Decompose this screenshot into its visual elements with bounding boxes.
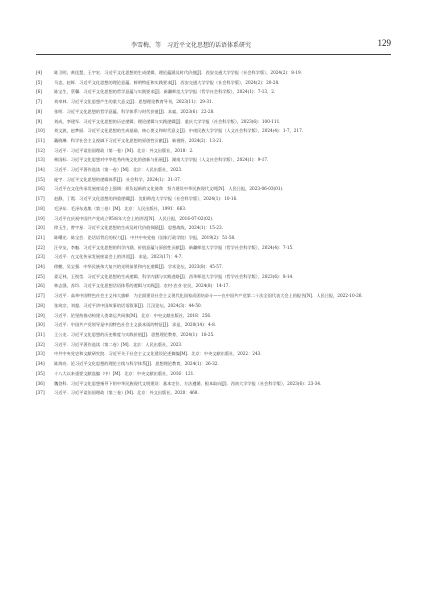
reference-number: [23]: [36, 254, 45, 260]
reference-number: [13]: [36, 157, 45, 163]
reference-number: [35]: [36, 370, 45, 376]
reference-text: 习近平．习近平谈治国理政（第三卷）[M]．北京：外文出版社，2020：468．: [54, 390, 202, 396]
page-number: 129: [377, 38, 391, 48]
reference-item: [36, 320, 387, 330]
reference-number: [10]: [36, 128, 45, 134]
reference-text: 习近平．习近平谈治国理政（第一卷）[M]．北京：外文出版社，2018：2．: [54, 147, 197, 153]
reference-text: 陈卫明，黄佳慧，王宇宏．习近平文化思想的生成逻辑、理论蕴涵及时代价值[J]．西安交通大学学报（社会科学版），2024(2)：8-19．: [54, 70, 305, 75]
reference-number: [15]: [36, 176, 45, 182]
reference-number: [9]: [36, 118, 42, 124]
reference-text: 赵静，丁霞．习近平文化思想的四重逻辑[J]．沈阳师范大学学报（社会科学版），2024(1)：10-16．: [54, 196, 241, 202]
reference-list: [36, 68, 387, 398]
reference-item: [36, 146, 387, 156]
reference-number: [5]: [36, 79, 42, 85]
reference-text: 汪亭友，李魁．习近平文化思想的科学内涵、价值意蕴与原创性贡献[J]．新疆师范大学学报（哲学社会科学版），2024(4)：7-15．: [54, 244, 297, 250]
reference-number: [4]: [36, 70, 42, 75]
reference-number: [18]: [36, 205, 45, 211]
reference-text: 刘文波，赵梦丽．习近平文化思想的生成基础、核心要义和时代意义[J]．中南民族大学学报（人文社会科学版），2024(4)：1-7，217．: [54, 128, 306, 134]
reference-number: [32]: [36, 341, 45, 347]
reference-text: 习近平在庆祝中国共产党成立95周年大会上的讲话[N]．人民日报，2016-07-02(02)．: [54, 215, 217, 221]
reference-number: [16]: [36, 186, 45, 192]
running-header: [36, 38, 391, 55]
reference-item: [36, 204, 387, 214]
reference-text: 刘奉林．习近平文化思想产生的重大意义[J]．思想理论教育导刊，2023(11)：29-31．: [54, 99, 216, 105]
reference-item: [36, 175, 387, 185]
reference-text: 马忠，赵辉．习近平文化思想的理论意蕴、鲜明特征和实践要求[J]．西安交通大学学报（社会科学版），2024(2)：20-28．: [54, 79, 283, 85]
reference-text: 习近平．习近平著作选读（第二卷）[M]．北京：人民出版社，2023．: [54, 341, 186, 347]
reference-text: 习近平．习近平著作选读（第一卷）[M]．北京：人民出版社，2023．: [54, 167, 186, 173]
reference-number: [17]: [36, 196, 45, 202]
reference-text: 习近平．在文化传承发展座谈会上的讲话[J]．求是，2023(17)：4-7．: [54, 254, 186, 260]
reference-item: [36, 117, 387, 127]
reference-number: [20]: [36, 225, 45, 231]
reference-item: [36, 68, 387, 78]
running-header-title: 李雪梅，等 习近平文化思想的话语体系研究: [131, 42, 252, 49]
reference-number: [11]: [36, 137, 45, 143]
reference-number: [25]: [36, 273, 45, 279]
reference-item: [36, 311, 387, 321]
reference-item: [36, 281, 387, 291]
reference-number: [37]: [36, 390, 45, 396]
reference-text: 王公龙．习近平文化思想的历史维度与实践价值[J]．思想理论教育，2024(1)：18-25．: [54, 331, 218, 337]
reference-item: [36, 214, 387, 224]
reference-number: [36]: [36, 380, 45, 386]
reference-number: [31]: [36, 331, 45, 337]
reference-number: [6]: [36, 89, 42, 95]
reference-item: [36, 359, 387, 369]
reference-item: [36, 194, 387, 204]
reference-text: 习近平．高举中国特色社会主义伟大旗帜 为全面建设社会主义现代化国家而团结奋斗——在中国共产党第二十次全国代表大会上的报告[N]．人民日报，2022-10-26．: [54, 293, 366, 299]
reference-number: [24]: [36, 264, 45, 270]
reference-text: 魏登科．习近平文化思想指导下的中华民族现代文明建设：基本定位、方法遵循、根本取向[J]．西南大学学报（社会科学版），2023(6)：23-34．: [54, 380, 325, 386]
reference-item: [36, 252, 387, 262]
reference-item: [36, 126, 387, 136]
reference-item: [36, 349, 387, 359]
reference-text: 刘成，李建军．习近平文化思想的历史逻辑、理论逻辑与实践逻辑[J]．重庆大学学报（社会科学版），2023(6)：100-111．: [54, 118, 284, 124]
reference-text: 十八大以来重要文献选编（中）[M]．北京：中央文献出版社，2016：121．: [54, 370, 198, 376]
reference-item: [36, 223, 387, 233]
reference-item: [36, 291, 387, 301]
reference-item: [36, 107, 387, 117]
reference-number: [29]: [36, 312, 45, 318]
reference-item: [36, 155, 387, 165]
reference-text: 陈曙光．陈宝会．论话语背后的权力[J]．中共中央党校（国家行政学院）学报，2019(2)：51-58．: [54, 234, 239, 240]
reference-item: [36, 369, 387, 379]
reference-text: 习近平．论坚持推动构建人类命运共同体[M]．北京：中央文献出版社，2018：256．: [54, 312, 215, 318]
reference-text: 陈海亮．论习近平文化思想的理论主线与科学体系[J]．思想理论教育，2024(1)：26-32．: [54, 361, 222, 367]
reference-item: [36, 78, 387, 88]
reference-number: [34]: [36, 361, 45, 367]
reference-item: [36, 301, 387, 311]
reference-text: 中共中央党史和文献研究院．习近平关于社会主义文化建设论述摘编[M]．北京：中央文献出版社，2022：243．: [54, 351, 265, 357]
reference-text: 徐鹏，吴宝强．中华民族伟大复兴的光明前景和内在逻辑[J]．学术论坛，2023(8)：45-57．: [54, 264, 226, 270]
reference-text: 习近平．中国共产党领导是中国特色社会主义最本质的特征[J]．求是，2020(14)：4-8．: [54, 322, 219, 328]
reference-item: [36, 136, 387, 146]
reference-text: 习近平在文化传承发展座谈会上强调：担负起新的文化使命 努力建设中华民族现代文明[N]．人民日报，2023-06-03(01)．: [54, 186, 287, 192]
reference-text: 姜辽林，王悦莹．习近平文化思想的生成逻辑、科学内涵与实践进路[J]．西华师范大学学报（哲学社会科学版），2023(6)：8-14．: [54, 273, 297, 279]
reference-text: 庞宇．习近平文化思想的逻辑体系[J]．社会科学，2024(1)：31-37．: [54, 176, 184, 182]
reference-item: [36, 379, 387, 389]
reference-text: 戴晓琳．科学社会主义视域下习近平文化思想的原创性贡献[J]．新视野，2024(2)：13-21．: [54, 137, 226, 143]
reference-item: [36, 87, 387, 97]
reference-number: [8]: [36, 108, 42, 114]
reference-number: [14]: [36, 167, 45, 173]
reference-item: [36, 330, 387, 340]
reference-text: 林国标．习近平文化思想对中华优秀传统文化的创新与拓展[J]．湖南大学学报（人文社会科学版），2024(1)：9-17．: [54, 157, 272, 163]
reference-number: [7]: [36, 99, 42, 105]
reference-number: [27]: [36, 293, 45, 299]
reference-number: [22]: [36, 244, 45, 250]
reference-item: [36, 388, 387, 398]
reference-text: 林志强，苏均．习近平文化思想话语体系的逻辑与实践[J]．农村·农业·农民，2024(8)：14-17．: [54, 283, 233, 289]
reference-item: [36, 272, 387, 282]
reference-number: [28]: [36, 302, 45, 308]
reference-text: 毛泽东．毛泽东选集（第三卷）[M]．北京：人民出版社，1991：663．: [54, 205, 190, 211]
reference-item: [36, 340, 387, 350]
reference-number: [12]: [36, 147, 45, 153]
reference-item: [36, 262, 387, 272]
reference-item: [36, 165, 387, 175]
reference-text: 张明．习近平文化思想的哲学意蕴、科学体系与时代价值[J]．求索，2023(6)：22-28．: [54, 108, 218, 114]
reference-item: [36, 184, 387, 194]
reference-item: [36, 233, 387, 243]
reference-number: [19]: [36, 215, 45, 221]
reference-text: 陈宝生，蔡馨．习近平文化思想的哲学意蕴与实践要求[J]．新疆师范大学学报（哲学社会科学版），2024(1)：7-13，2．: [54, 89, 279, 95]
reference-item: [36, 97, 387, 107]
reference-text: 张筑宗，刘超．习近平讲中国故事的话语叙事[J]．江汉论坛，2024(3)：44-50．: [54, 302, 205, 308]
reference-text: 徐玉生，曾宇星．习近平文化思想的生成及时代价值探赜[J]．思想战线，2024(1)：15-23．: [54, 225, 226, 231]
reference-number: [33]: [36, 351, 45, 357]
reference-number: [26]: [36, 283, 45, 289]
reference-item: [36, 243, 387, 253]
reference-number: [30]: [36, 322, 45, 328]
reference-number: [21]: [36, 234, 45, 240]
